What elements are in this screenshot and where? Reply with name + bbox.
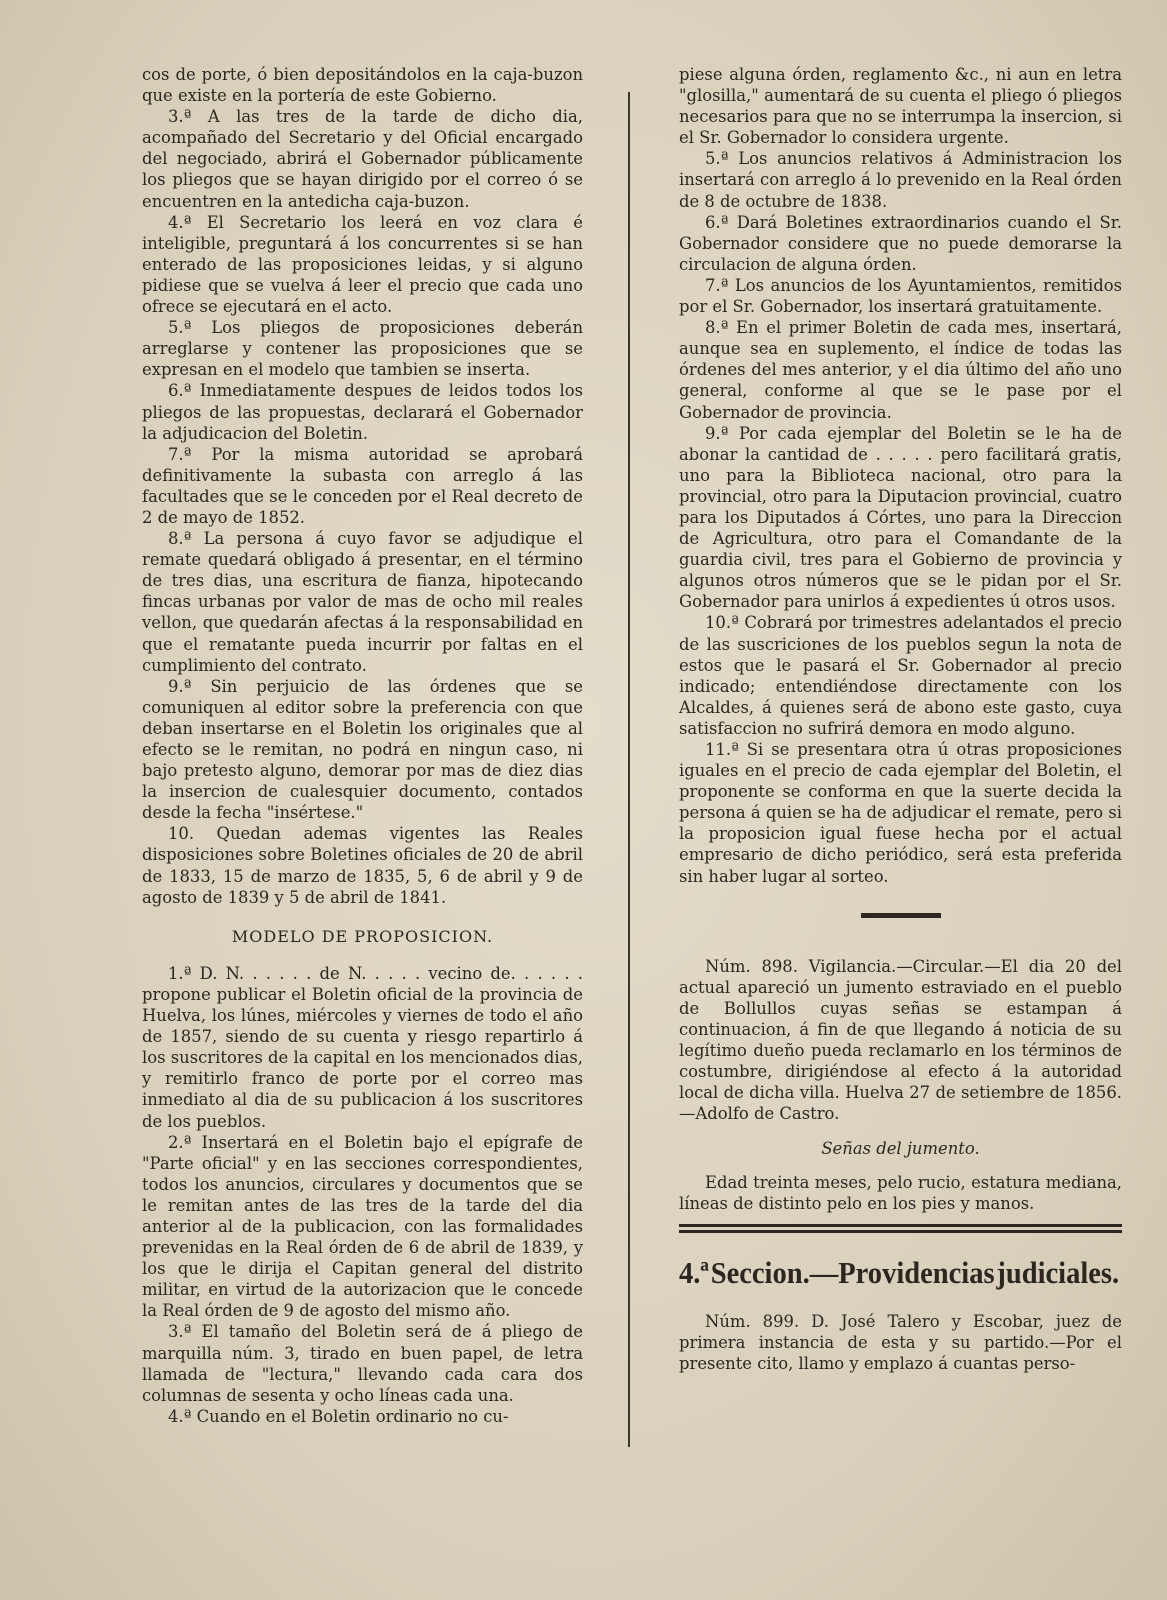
paragraph-rule-9: 9.ª Sin perjuicio de las órdenes que se comuniquen al editor sobre la preferencia con que deban insertarse en el Boletin los originales que al efecto se le remitan, no podrá en ningun caso, ni bajo pretesto alguno, demorar por mas de diez dias la insercion de cualesquier documento, contados desde la fecha "insértese." (142, 676, 583, 823)
double-divider (679, 1224, 1122, 1233)
paragraph-model-9: 9.ª Por cada ejemplar del Boletin se le ha de abonar la cantidad de . . . . . pero facilitará gratis, uno para la Biblioteca nacional, otro para la provincial, otro para la Diputacion provincial, cuatro para los Diputados á Córtes, uno para la Direccion de Agricultura, otro para el Comandante de la guardia civil, tres para el Gobierno de provincia y algunos otros números que se le pidan por el Sr. Gobernador para unirlos á expedientes ú otros usos. (679, 423, 1122, 612)
model-paragraph-3: 3.ª El tamaño del Boletin será de á pliego de marquilla núm. 3, tirado en buen papel, de letra llamada de "lectura," llevando cada cara dos columnas de sesenta y ocho líneas cada una. (142, 1322, 583, 1405)
paragraph-rule-3: 3.ª A las tres de la tarde de dicho dia, acompañado del Secretario y del Oficial encargado del negociado, abrirá el Gobernador públicamente los pliegos que se hayan dirigido por el correo ó se encuentren en la antedicha caja-buzon. (142, 107, 583, 211)
signs-heading: Señas del jumento. (821, 1139, 980, 1159)
paragraph-model-11: 11.ª Si se presentara otra ú otras proposiciones iguales en el precio de cada ejemplar del Boletin, el proponente se conforma en que la suerte decida la persona á quien se ha de adjudicar el remate, pero si la proposicion igual fuese hecha por el actual empresario de dicho periódico, será esta preferida sin haber lugar al sorteo. (679, 740, 1122, 886)
section-title-part-2: judiciales. (996, 1254, 1120, 1290)
section-title-part-1: Seccion.—Providencias (710, 1254, 995, 1290)
paragraph-rule-8: 8.ª La persona á cuyo favor se adjudique el remate quedará obligado á presentar, en el término de tres dias, una escritura de fianza, hipotecando fincas urbanas por valor de mas de ocho mil reales vellon, que quedarán afectas á la responsabilidad en que el rematante pueda incurrir por faltas en el cumplimiento del contrato. (142, 529, 583, 675)
paragraph-model-6: 6.ª Dará Boletines extraordinarios cuando el Sr. Gobernador considere que no puede demorarse la circulacion de alguna órden. (679, 212, 1122, 274)
paragraph-rule-7: 7.ª Por la misma autoridad se aprobará definitivamente la subasta con arreglo á las facultades que se le conceden por el Real decreto de 2 de mayo de 1852. (142, 444, 583, 527)
paragraph-continuation: cos de porte, ó bien depositándolos en la caja-buzon que existe en la portería de este Gobierno. (142, 65, 583, 106)
notice-899: Núm. 899. D. José Talero y Escobar, juez de primera instancia de esta y su partido.—Por el presente cito, llamo y emplazo á cuantas perso- (679, 1311, 1122, 1373)
paragraph-model-8: 8.ª En el primer Boletin de cada mes, insertará, aunque sea en suplemento, el índice de todas las órdenes del mes anterior, y el dia último del año uno general, conforme al que se le pase por el Gobernador de provincia. (679, 318, 1122, 422)
paragraph-rule-5: 5.ª Los pliegos de proposiciones deberán arreglarse y contener las proposiciones que se expresan en el modelo que tambien se inserta. (142, 318, 583, 380)
model-paragraph-1: 1.ª D. N. . . . . . de N. . . . . vecino de. . . . . . propone publicar el Boletin oficial de la provincia de Huelva, los lúnes, miércoles y viernes de todo el año de 1857, siendo de su cuenta y riesgo repartirlo á los suscritores de la capital en los mencionados dias, y remitirlo franco de porte por el correo mas inmediato al dia de su publicacion á los suscritores de los pueblos. (142, 963, 583, 1131)
short-divider (861, 913, 941, 918)
paragraph-rule-4: 4.ª El Secretario los leerá en voz clara é inteligible, preguntará á los concurrentes si se han enterado de las proposiciones leidas, y si alguno pidiese que se vuelva á leer el precio que cada uno ofrece se ejecutará en el acto. (142, 212, 583, 317)
paragraph-rule-10: 10. Quedan ademas vigentes las Reales disposiciones sobre Boletines oficiales de 20 de abril de 1833, 15 de marzo de 1835, 5, 6 de abril y 9 de agosto de 1839 y 5 de abril de 1841. (142, 824, 583, 907)
section-number: 4.ª (679, 1254, 709, 1290)
section-heading (679, 1255, 1119, 1291)
model-paragraph-2: 2.ª Insertará en el Boletin bajo el epígrafe de "Parte oficial" y en las secciones correspondientes, todos los anuncios, circulares y documentos que se le remitan antes de las tres de la tarde del dia anterior al de la publicacion, con las formalidades prevenidas en la Real órden de 6 de abril de 1839, y los que le dirija el Capitan general del distrito militar, en virtud de la autorizacion que le concede la Real órden de 9 de agosto del mismo año. (142, 1132, 583, 1321)
model-heading: MODELO DE PROPOSICION. (231, 926, 494, 946)
paragraph-model-7: 7.ª Los anuncios de los Ayuntamientos, remitidos por el Sr. Gobernador, los insertará gratuitamente. (679, 275, 1122, 317)
paragraph-rule-6: 6.ª Inmediatamente despues de leidos todos los pliegos de las propuestas, declarará el Gobernador la adjudicacion del Boletin. (142, 381, 583, 443)
paragraph-continuation-right: piese alguna órden, reglamento &c., ni aun en letra "glosilla," aumentará de su cuenta el pliego ó pliegos necesarios para que no se interrumpa la insercion, si el Sr. Gobernador lo considera urgente. (679, 65, 1122, 148)
signs-text: Edad treinta meses, pelo rucio, estatura mediana, líneas de distinto pelo en los pies y manos. (679, 1172, 1122, 1213)
paragraph-model-5: 5.ª Los anuncios relativos á Administracion los insertará con arreglo á lo prevenido en la Real órden de 8 de octubre de 1838. (679, 149, 1122, 211)
column-divider (628, 92, 630, 1447)
paragraph-model-10: 10.ª Cobrará por trimestres adelantados el precio de las suscriciones de los pueblos segun la nota de estos que le pasará el Sr. Gobernador al precio indicado; entendiéndose directamente con los Alcaldes, á quienes será de abono este gasto, cuya satisfaccion no sufrirá demora en modo alguno. (679, 613, 1122, 738)
notice-898: Núm. 898. Vigilancia.—Circular.—El dia 20 del actual apareció un jumento estraviado en el pueblo de Bollullos cuyas señas se estampan á continuacion, á fin de que llegando á noticia de su legítimo dueño pueda reclamarlo en los términos de costumbre, dirigiéndose al efecto á la autoridad local de dicha villa. Huelva 27 de setiembre de 1856.—Adolfo de Castro. (679, 956, 1122, 1124)
model-paragraph-4: 4.ª Cuando en el Boletin ordinario no cu- (168, 1406, 509, 1426)
right-column (679, 64, 1122, 1374)
left-column (142, 64, 583, 1427)
